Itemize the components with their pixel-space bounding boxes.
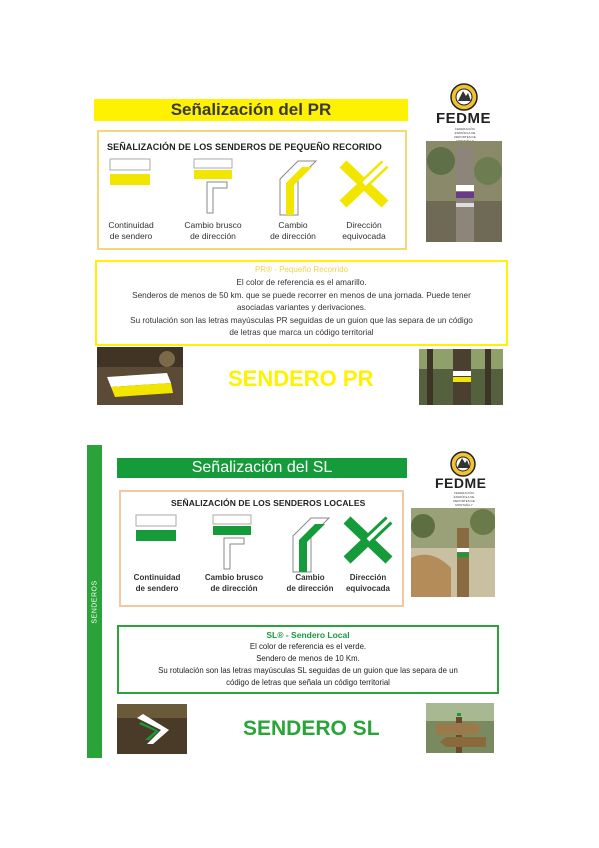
- sl-sign-label-4: [333, 572, 403, 594]
- pr-info-box: [95, 260, 508, 346]
- sign-label-line: Cambio brusco: [184, 220, 242, 230]
- sl-title-banner: [117, 458, 407, 478]
- sl-info-line: Sendero de menos de 10 Km.: [256, 654, 360, 663]
- pr-continuity-sign-icon: [109, 158, 153, 188]
- pr-sign-label-4: [329, 220, 399, 242]
- pr-signs-panel: [97, 130, 407, 250]
- sl-side-label-wrap: [87, 445, 102, 758]
- sign-label-line: Cambio: [295, 573, 325, 582]
- sign-label-line: de sendero: [109, 231, 153, 241]
- sl-signs-title: SEÑALIZACIÓN DE LOS SENDEROS LOCALES: [171, 498, 366, 508]
- pr-title: Señalización del PR: [170, 100, 332, 119]
- pr-signs-title: SEÑALIZACIÓN DE LOS SENDEROS DE PEQUEÑO RECORIDO: [107, 142, 382, 152]
- pr-title-banner: [94, 99, 408, 121]
- pr-wrong-way-sign-icon: [337, 158, 391, 210]
- sign-label-line: equivocada: [342, 231, 386, 241]
- pr-rock-mark-photo: [97, 347, 183, 405]
- sign-label-line: Dirección: [349, 573, 387, 582]
- sl-side-label: SENDEROS: [91, 579, 98, 624]
- pr-info-line: asociadas variantes y derivaciones.: [236, 303, 367, 312]
- sl-info-box: [117, 625, 499, 694]
- sl-info-line: Su rotulación son las letras mayúsculas SL seguidas de un guion que las separa de un: [158, 666, 458, 675]
- sl-info-line: código de letras que señala un código territorial: [226, 678, 390, 687]
- sign-label-line: de dirección: [210, 584, 258, 593]
- fedme-logo-name: FEDME: [435, 475, 487, 491]
- pr-post-photo: [426, 141, 502, 242]
- pr-info-title: PR® - Pequeño Recorrido: [254, 265, 349, 274]
- fedme-emblem-icon: [434, 82, 494, 112]
- sl-info-line: El color de referencia es el verde.: [249, 642, 367, 651]
- sign-label-line: de dirección: [286, 584, 334, 593]
- fedme-logo: [434, 82, 494, 139]
- sign-label-line: equivocada: [345, 584, 390, 593]
- sign-label-line: Cambio brusco: [204, 573, 264, 582]
- sl-sign-label-1: [122, 572, 192, 594]
- fedme-logo: [433, 450, 493, 507]
- sl-signs-panel: [119, 490, 404, 607]
- sign-label-line: de dirección: [270, 231, 316, 241]
- sl-title: Señalización del SL: [191, 459, 333, 476]
- fedme-logo-subtitle: FEDERACIÓN ESPAÑOLA DE DEPORTES DE: [454, 127, 476, 139]
- pr-turn-sign-icon: [276, 157, 320, 219]
- pr-big-label: SENDERO PR: [228, 366, 374, 391]
- sl-signpost-photo: [426, 703, 494, 753]
- sl-turn-sign-icon: [289, 514, 333, 576]
- sign-label-line: Dirección: [346, 220, 382, 230]
- sl-continuity-sign-icon: [135, 514, 179, 544]
- fedme-emblem-icon: [433, 450, 493, 478]
- pr-abrupt-turn-sign-icon: [193, 158, 237, 218]
- sl-wrong-way-sign-icon: [341, 514, 395, 566]
- sl-info-title: SL® - Sendero Local: [266, 630, 350, 640]
- pr-info-line: Su rotulación son las letras mayúsculas PR seguidas de un guion que las separa de un código: [130, 316, 473, 325]
- sl-sign-label-2: [199, 572, 269, 594]
- sl-big-label: SENDERO SL: [243, 717, 380, 740]
- pr-info-line: Senderos de menos de 50 km. que se puede recorrer en menos de una jornada. Puede tener: [132, 291, 471, 300]
- sign-label-line: de dirección: [190, 231, 236, 241]
- pr-info-line: El color de referencia es el amarillo.: [236, 278, 367, 287]
- sl-rock-mark-photo: [117, 704, 187, 754]
- fedme-logo-name: FEDME: [436, 110, 491, 127]
- sign-label-line: Continuidad: [133, 573, 181, 582]
- sl-post-photo: [411, 508, 495, 597]
- sign-label-line: Cambio: [278, 220, 308, 230]
- pr-sign-label-3: [258, 220, 328, 242]
- fedme-logo-subtitle: FEDERACIÓN ESPAÑOLA DE DEPORTES DE MONTAÑA Y: [453, 491, 475, 507]
- pr-sign-label-2: [178, 220, 248, 242]
- pr-info-line: de letras que marca un código territorial: [229, 328, 374, 337]
- sign-label-line: de sendero: [135, 584, 179, 593]
- sign-label-line: Continuidad: [108, 220, 154, 230]
- pr-tree-mark-photo: [419, 349, 503, 405]
- sl-abrupt-turn-sign-icon: [212, 514, 256, 574]
- pr-sign-label-1: [96, 220, 166, 242]
